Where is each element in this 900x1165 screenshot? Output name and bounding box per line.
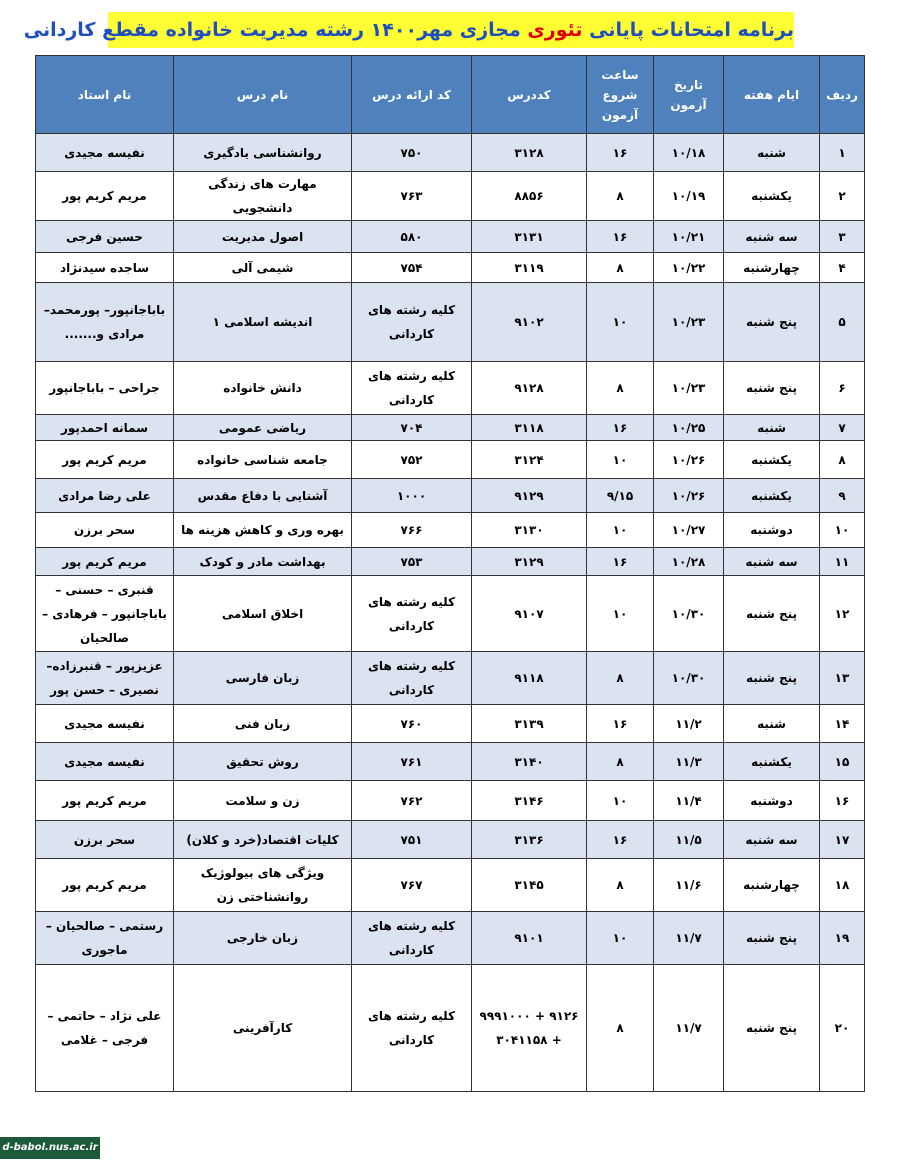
- header-course-code: کددرس: [472, 56, 587, 134]
- weekday: سه شنبه: [724, 221, 820, 253]
- start-time: ۱۶: [587, 221, 654, 253]
- course-name: شیمی آلی: [174, 253, 352, 283]
- row-number: ۱۱: [820, 548, 865, 576]
- exam-date: ۱۰/۲۵: [654, 415, 724, 441]
- teacher-name: رستمی – صالحیان – ماجوری: [36, 912, 174, 965]
- table-row: [36, 821, 865, 859]
- row-number: ۵: [820, 283, 865, 362]
- header-row-number: ردیف: [820, 56, 865, 134]
- exam-date: ۱۰/۲۱: [654, 221, 724, 253]
- course-code: ۳۱۱۹: [472, 253, 587, 283]
- start-time: ۱۶: [587, 705, 654, 743]
- course-name: اصول مدیریت: [174, 221, 352, 253]
- start-time: ۱۶: [587, 134, 654, 172]
- exam-date: ۱۱/۳: [654, 743, 724, 781]
- table-row: [36, 781, 865, 821]
- table-row: [36, 221, 865, 253]
- start-time: ۸: [587, 253, 654, 283]
- offer-code: کلیه رشته های کاردانی: [352, 283, 472, 362]
- row-number: ۱۰: [820, 513, 865, 548]
- header-weekday: ایام هفته: [724, 56, 820, 134]
- exam-date: ۱۰/۲۶: [654, 441, 724, 479]
- offer-code: ۷۶۷: [352, 859, 472, 912]
- offer-code: کلیه رشته های کاردانی: [352, 652, 472, 705]
- row-number: ۲۰: [820, 965, 865, 1092]
- table-row: [36, 134, 865, 172]
- start-time: ۱۰: [587, 781, 654, 821]
- row-number: ۱: [820, 134, 865, 172]
- row-number: ۸: [820, 441, 865, 479]
- offer-code: کلیه رشته های کاردانی: [352, 965, 472, 1092]
- course-name: زبان فنی: [174, 705, 352, 743]
- table-row: [36, 362, 865, 415]
- weekday: سه شنبه: [724, 548, 820, 576]
- offer-code: ۷۵۱: [352, 821, 472, 859]
- exam-date: ۱۱/۴: [654, 781, 724, 821]
- header-teacher-name: نام استاد: [36, 56, 174, 134]
- exam-date: ۱۰/۲۶: [654, 479, 724, 513]
- exam-date: ۱۱/۵: [654, 821, 724, 859]
- weekday: پنج شنبه: [724, 576, 820, 652]
- teacher-name: باباجانپور– پورمحمد– مرادی و.......: [36, 283, 174, 362]
- start-time: ۸: [587, 652, 654, 705]
- offer-code: ۷۶۱: [352, 743, 472, 781]
- course-code: ۳۱۳۹: [472, 705, 587, 743]
- table-row: [36, 415, 865, 441]
- start-time: ۱۶: [587, 821, 654, 859]
- start-time: ۸: [587, 172, 654, 221]
- title-part-1: برنامه امتحانات پایانی: [582, 19, 794, 41]
- header-course-name: نام درس: [174, 56, 352, 134]
- row-number: ۹: [820, 479, 865, 513]
- row-number: ۳: [820, 221, 865, 253]
- weekday: چهارشنبه: [724, 859, 820, 912]
- exam-date: ۱۰/۱۸: [654, 134, 724, 172]
- teacher-name: مریم کریم پور: [36, 781, 174, 821]
- course-name: زبان خارجی: [174, 912, 352, 965]
- course-code: ۳۱۲۹: [472, 548, 587, 576]
- course-name: روانشناسی یادگیری: [174, 134, 352, 172]
- teacher-name: علی نژاد – حاتمی – فرجی – غلامی: [36, 965, 174, 1092]
- title-part-3: مجازی مهر۱۴۰۰ رشته مدیریت خانواده مقطع کاردانی: [23, 19, 528, 41]
- offer-code: ۱۰۰۰: [352, 479, 472, 513]
- row-number: ۱۷: [820, 821, 865, 859]
- course-code: ۹۱۰۱: [472, 912, 587, 965]
- course-name: مهارت های زندگی دانشجویی: [174, 172, 352, 221]
- teacher-name: نفیسه مجیدی: [36, 705, 174, 743]
- header-offer-code: کد ارائه درس: [352, 56, 472, 134]
- table-row: [36, 172, 865, 221]
- course-code: ۳۱۲۴: [472, 441, 587, 479]
- exam-date: ۱۰/۲۳: [654, 283, 724, 362]
- start-time: ۱۰: [587, 912, 654, 965]
- course-name: ویژگی های بیولوژیک روانشناختی زن: [174, 859, 352, 912]
- weekday: سه شنبه: [724, 821, 820, 859]
- teacher-name: عزیزپور – قنبرزاده– نصیری – حسن پور: [36, 652, 174, 705]
- table-row: [36, 576, 865, 652]
- offer-code: کلیه رشته های کاردانی: [352, 576, 472, 652]
- table-row: [36, 652, 865, 705]
- start-time: ۱۰: [587, 576, 654, 652]
- offer-code: ۷۶۲: [352, 781, 472, 821]
- course-code: ۳۱۴۶: [472, 781, 587, 821]
- offer-code: ۷۵۴: [352, 253, 472, 283]
- exam-date: ۱۱/۲: [654, 705, 724, 743]
- exam-date: ۱۰/۲۲: [654, 253, 724, 283]
- start-time: ۸: [587, 859, 654, 912]
- row-number: ۱۸: [820, 859, 865, 912]
- exam-date: ۱۰/۱۹: [654, 172, 724, 221]
- course-name: زبان فارسی: [174, 652, 352, 705]
- teacher-name: سحر برزن: [36, 513, 174, 548]
- course-code: ۹۱۰۷: [472, 576, 587, 652]
- table-row: [36, 441, 865, 479]
- teacher-name: سمانه احمدپور: [36, 415, 174, 441]
- teacher-name: مریم کریم پور: [36, 441, 174, 479]
- course-name: کلیات اقتصاد(خرد و کلان): [174, 821, 352, 859]
- offer-code: ۷۶۰: [352, 705, 472, 743]
- weekday: شنبه: [724, 134, 820, 172]
- start-time: ۱۰: [587, 513, 654, 548]
- weekday: دوشنبه: [724, 781, 820, 821]
- table-row: [36, 513, 865, 548]
- teacher-name: مریم کریم پور: [36, 548, 174, 576]
- table-row: [36, 743, 865, 781]
- weekday: پنج شنبه: [724, 283, 820, 362]
- course-code: ۹۱۲۸: [472, 362, 587, 415]
- exam-schedule-table: [35, 55, 865, 1092]
- course-name: دانش خانواده: [174, 362, 352, 415]
- start-time: ۱۶: [587, 415, 654, 441]
- teacher-name: سحر برزن: [36, 821, 174, 859]
- teacher-name: جراحی – باباجانپور: [36, 362, 174, 415]
- offer-code: ۷۶۶: [352, 513, 472, 548]
- weekday: شنبه: [724, 705, 820, 743]
- course-name: روش تحقیق: [174, 743, 352, 781]
- table-row: [36, 548, 865, 576]
- start-time: ۱۶: [587, 548, 654, 576]
- weekday: پنج شنبه: [724, 362, 820, 415]
- start-time: ۸: [587, 965, 654, 1092]
- course-code: ۳۱۴۵: [472, 859, 587, 912]
- course-name: اخلاق اسلامی: [174, 576, 352, 652]
- teacher-name: مریم کریم پور: [36, 172, 174, 221]
- course-code: ۹۱۲۹: [472, 479, 587, 513]
- course-name: آشنایی با دفاع مقدس: [174, 479, 352, 513]
- course-name: اندیشه اسلامی ۱: [174, 283, 352, 362]
- page-title: [23, 12, 794, 48]
- course-name: جامعه شناسی خانواده: [174, 441, 352, 479]
- row-number: ۱۳: [820, 652, 865, 705]
- course-code: ۳۱۳۱: [472, 221, 587, 253]
- start-time: ۱۰: [587, 283, 654, 362]
- weekday: پنج شنبه: [724, 965, 820, 1092]
- row-number: ۱۴: [820, 705, 865, 743]
- teacher-name: حسین فرجی: [36, 221, 174, 253]
- teacher-name: علی رضا مرادی: [36, 479, 174, 513]
- exam-date: ۱۰/۳۰: [654, 576, 724, 652]
- course-code: ۳۱۱۸: [472, 415, 587, 441]
- weekday: یکشنبه: [724, 172, 820, 221]
- offer-code: ۷۵۲: [352, 441, 472, 479]
- header-exam-date: تاریخ آزمون: [654, 56, 724, 134]
- row-number: ۷: [820, 415, 865, 441]
- course-name: زن و سلامت: [174, 781, 352, 821]
- course-code: ۸۸۵۶: [472, 172, 587, 221]
- teacher-name: قنبری – حسنی – باباجانپور – فرهادی – صالحیان: [36, 576, 174, 652]
- row-number: ۱۵: [820, 743, 865, 781]
- table-row: [36, 283, 865, 362]
- weekday: شنبه: [724, 415, 820, 441]
- weekday: پنج شنبه: [724, 652, 820, 705]
- offer-code: ۷۵۰: [352, 134, 472, 172]
- row-number: ۲: [820, 172, 865, 221]
- course-name: بهره وری و کاهش هزینه ها: [174, 513, 352, 548]
- site-url-badge: d-babol.nus.ac.ir: [0, 1137, 100, 1159]
- table-row: [36, 253, 865, 283]
- course-name: بهداشت مادر و کودک: [174, 548, 352, 576]
- exam-date: ۱۰/۲۸: [654, 548, 724, 576]
- weekday: یکشنبه: [724, 743, 820, 781]
- title-highlight: تئوری: [527, 19, 583, 41]
- table-row: [36, 912, 865, 965]
- course-name: ریاضی عمومی: [174, 415, 352, 441]
- exam-date: ۱۱/۶: [654, 859, 724, 912]
- header-start-time: ساعت شروع آزمون: [587, 56, 654, 134]
- teacher-name: ساجده سیدنژاد: [36, 253, 174, 283]
- offer-code: ۷۰۴: [352, 415, 472, 441]
- offer-code: ۷۶۳: [352, 172, 472, 221]
- course-code: ۳۱۴۰: [472, 743, 587, 781]
- weekday: یکشنبه: [724, 479, 820, 513]
- course-code: ۹۱۰۲: [472, 283, 587, 362]
- start-time: ۱۰: [587, 441, 654, 479]
- exam-date: ۱۰/۲۷: [654, 513, 724, 548]
- header-row: [36, 56, 865, 134]
- weekday: دوشنبه: [724, 513, 820, 548]
- teacher-name: نفیسه مجیدی: [36, 743, 174, 781]
- course-code: ۳۱۳۶: [472, 821, 587, 859]
- offer-code: ۵۸۰: [352, 221, 472, 253]
- weekday: یکشنبه: [724, 441, 820, 479]
- offer-code: کلیه رشته های کاردانی: [352, 912, 472, 965]
- exam-date: ۱۰/۳۰: [654, 652, 724, 705]
- row-number: ۱۲: [820, 576, 865, 652]
- weekday: چهارشنبه: [724, 253, 820, 283]
- table-row: [36, 859, 865, 912]
- course-name: کارآفرینی: [174, 965, 352, 1092]
- row-number: ۴: [820, 253, 865, 283]
- teacher-name: مریم کریم پور: [36, 859, 174, 912]
- course-code: ۹۱۲۶ + ۹۹۹۱۰۰۰ + ۳۰۴۱۱۵۸: [472, 965, 587, 1092]
- table-row: [36, 705, 865, 743]
- exam-date: ۱۰/۲۳: [654, 362, 724, 415]
- start-time: ۸: [587, 743, 654, 781]
- course-code: ۹۱۱۸: [472, 652, 587, 705]
- row-number: ۶: [820, 362, 865, 415]
- table-row: [36, 965, 865, 1092]
- course-code: ۳۱۲۸: [472, 134, 587, 172]
- table-row: [36, 479, 865, 513]
- offer-code: ۷۵۳: [352, 548, 472, 576]
- row-number: ۱۹: [820, 912, 865, 965]
- exam-date: ۱۱/۷: [654, 965, 724, 1092]
- teacher-name: نفیسه مجیدی: [36, 134, 174, 172]
- start-time: ۸: [587, 362, 654, 415]
- exam-date: ۱۱/۷: [654, 912, 724, 965]
- start-time: ۹/۱۵: [587, 479, 654, 513]
- weekday: پنج شنبه: [724, 912, 820, 965]
- course-code: ۳۱۳۰: [472, 513, 587, 548]
- offer-code: کلیه رشته های کاردانی: [352, 362, 472, 415]
- row-number: ۱۶: [820, 781, 865, 821]
